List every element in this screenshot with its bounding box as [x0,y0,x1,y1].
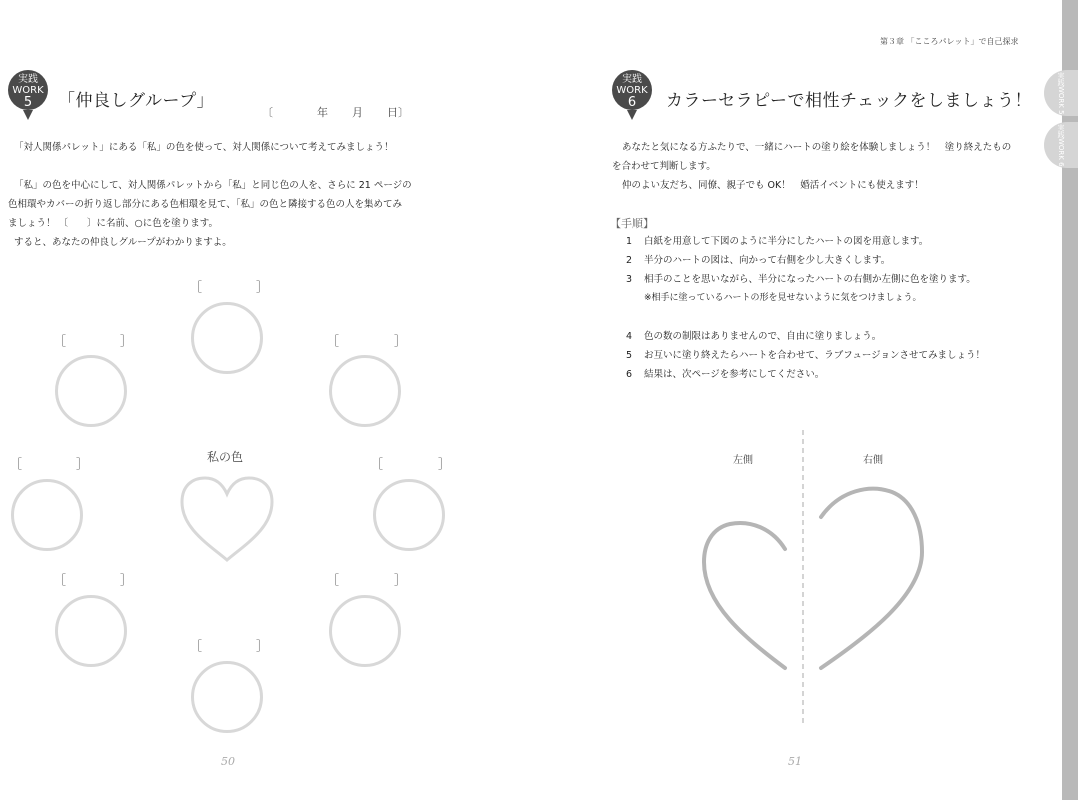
step-item [626,365,1026,384]
step-item [626,232,1026,251]
step-text: お互いに塗り終えたらハートを合わせて、ラブフュージョンさせてみましょう！ [644,350,985,361]
name-bracket-close: ］ [120,573,133,587]
color-circle[interactable] [373,479,445,551]
side-tab-work5: 実践WORK 5 [1044,70,1078,116]
step-number: 5 [626,350,633,361]
intro-line1: あなたと気になる方ふたりで、一緒にハートの塗り絵を体験しましょう！ 塗り終えたもの [622,142,1012,153]
color-circle[interactable] [55,595,127,667]
step-text: 色の数の制限はありませんので、自由に塗りましょう。 [644,331,882,342]
step-item [626,251,1026,270]
my-color-heart[interactable] [178,472,276,566]
right-side-label: 右側 [863,455,883,466]
para2-line2: 色相環やカバーの折り返し部分にある色相環を見て、「私」の色と隣接する色の人を集めてみ [8,199,403,210]
work6-intro [612,138,1032,195]
steps-list [626,232,1026,384]
name-bracket-close: ］ [256,639,269,653]
intro-line3: 仲のよい友だち、同僚、親子でも OK！ 婚活イベントにも使えます！ [622,180,924,191]
right-half-heart [821,489,922,668]
work6-title: カラーセラピーで相性チェックをしましょう！ [666,91,1032,111]
date-year-label: 年 [317,106,328,119]
work6-badge [612,70,652,120]
color-circle[interactable] [11,479,83,551]
badge-top-text: 実践 [18,74,38,85]
step-text: 相手のことを思いながら、半分になったハートの右側か左側に色を塗ります。 [644,274,976,285]
step-note [626,289,1026,308]
name-bracket-open: ［ [371,457,384,471]
my-color-label: 私の色 [207,450,244,464]
work5-badge [8,70,48,120]
badge-number: 5 [23,95,33,110]
split-heart-diagram [690,428,940,728]
name-bracket-open: ［ [327,573,340,587]
badge-mid-text: WORK [12,85,44,96]
name-bracket-close: ］ [76,457,89,471]
para2-line4: すると、あなたの仲良しグループがわかりますよ。 [14,237,232,248]
work5-instructions [8,138,424,252]
name-bracket-close: ］ [438,457,451,471]
date-field [262,104,409,120]
step-number: 3 [626,274,633,285]
step-text: 結果は、次ページを参考にしてください。 [644,369,825,380]
step-item [626,327,1026,346]
color-circle[interactable] [191,661,263,733]
name-bracket-open: ［ [10,457,23,471]
name-bracket-close: ］ [256,280,269,294]
step-item [626,346,1026,365]
date-month-label: 月 [352,106,363,119]
left-half-heart [704,523,785,668]
name-bracket-open: ［ [190,280,203,294]
color-circle[interactable] [329,595,401,667]
step-number: 6 [626,369,633,380]
page-number-right: 51 [788,755,802,768]
work5-title: 「仲良しグループ」 [58,91,215,111]
step-number [626,289,644,308]
name-bracket-close: ］ [394,573,407,587]
name-bracket-open: ［ [327,334,340,348]
side-tab-work6: 実践WORK 6 [1044,122,1078,168]
left-side-label: 左側 [733,455,753,466]
step-item [626,270,1026,289]
color-circle[interactable] [191,302,263,374]
intro-line2: を合わせて判断します。 [612,161,716,172]
steps-heading: 【手順】 [610,217,654,230]
name-bracket-close: ］ [120,334,133,348]
color-circle[interactable] [329,355,401,427]
page-edge-bar [1062,0,1078,800]
step-text: 白紙を用意して下図のように半分にしたハートの図を用意します。 [644,236,929,247]
badge-mid-text: WORK [616,85,648,96]
page-number-left: 50 [221,755,235,768]
para2-line1: 「私」の色を中心にして、対人関係パレットから「私」と同じ色の人を、さらに 21 ページの [14,180,412,191]
para2-line3: ましょう！ 〔 〕に名前、○に色を塗ります。 [8,218,219,229]
color-circle[interactable] [55,355,127,427]
step-text: 半分のハートの図は、向かって右側を少し大きくします。 [644,255,891,266]
step-number: 4 [626,331,633,342]
date-open-bracket: 〔 [262,106,273,119]
badge-number: 6 [627,95,637,110]
step-text: ※相手に塗っているハートの形を見せないように気をつけましょう。 [644,293,922,303]
date-close-bracket: 〕 [398,106,409,119]
name-bracket-open: ［ [54,334,67,348]
name-bracket-close: ］ [394,334,407,348]
name-bracket-open: ［ [190,639,203,653]
date-day-label: 日 [387,106,398,119]
step-number: 2 [626,255,633,266]
para1: 「対人関係パレット」にある「私」の色を使って、対人関係について考えてみましょう！ [14,142,394,153]
name-bracket-open: ［ [54,573,67,587]
chapter-header: 第３章 「こころパレット」で自己探求 [880,37,1019,46]
badge-top-text: 実践 [622,74,642,85]
step-number: 1 [626,236,633,247]
